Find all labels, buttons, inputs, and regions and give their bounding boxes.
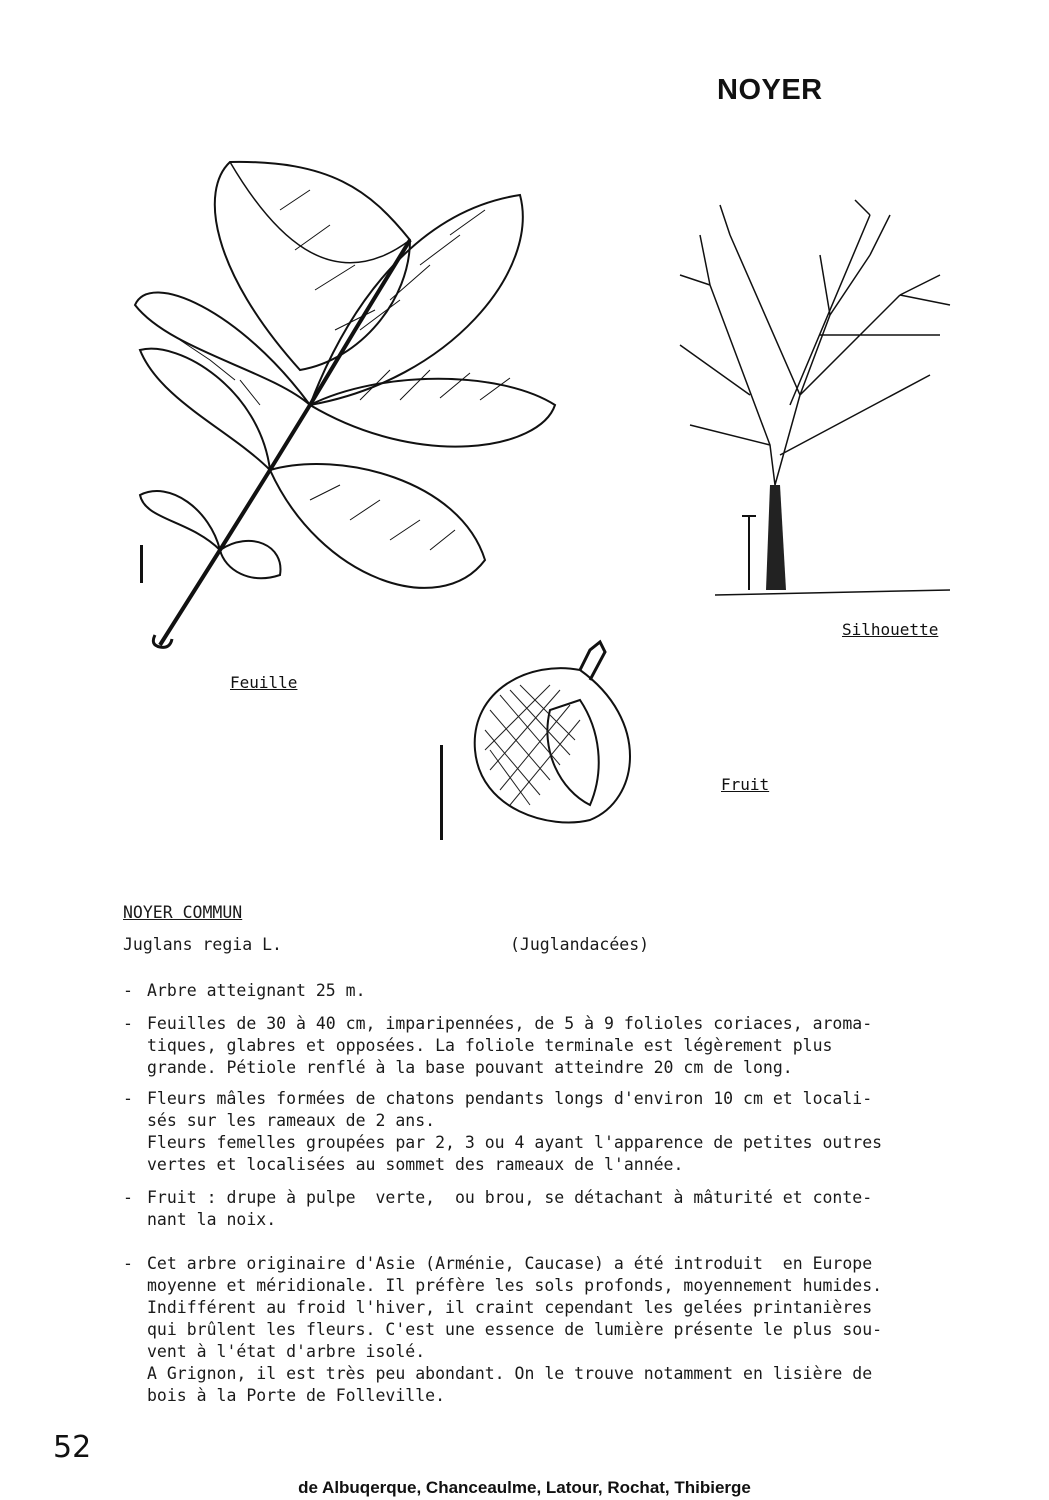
leaf-illustration <box>120 150 570 670</box>
bullet-line: moyenne et méridionale. Il préfère les sols profonds, moyennement humides. <box>147 1276 883 1295</box>
bullet-line: grande. Pétiole renflé à la base pouvant atteindre 20 cm de long. <box>147 1058 793 1077</box>
bullet-line: Arbre atteignant 25 m. <box>147 981 366 1000</box>
bullet-line: Fleurs mâles formées de chatons pendants longs d'environ 10 cm et locali- <box>147 1089 873 1108</box>
bullet-line: qui brûlent les fleurs. C'est une essence de lumière présente le plus sou- <box>147 1320 883 1339</box>
bullet-origin: - Cet arbre originaire d'Asie (Arménie, Caucase) a été introduit en Europe moyenne et méridionale. Il préfère les sols profonds, moyennement humides. Indifférent au froid l'hiver, il craint cependant les gelées printanières qui brûlent les fleurs. C'est une essence de lumière présente le plus sou- vent à l'état d'arbre isolé. A Grignon, il est très peu abondant. On le trouve notamment en lisière de bois à la Porte de Folleville. <box>123 1253 983 1407</box>
bullet-fruit: - Fruit : drupe à pulpe verte, ou brou, se détachant à mâturité et conte- nant la noix. <box>123 1187 983 1231</box>
tree-silhouette <box>670 195 960 615</box>
species-name: Juglans regia L. <box>123 935 282 954</box>
bullet-flowers: - Fleurs mâles formées de chatons pendants longs d'environ 10 cm et locali- sés sur les rameaux de 2 ans. Fleurs femelles groupées par 2, 3 ou 4 ayant l'apparence de petites outres vertes et localisées au sommet des rameaux de l'année. <box>123 1088 983 1176</box>
page-number: 52 <box>53 1430 92 1465</box>
bullet-line: nant la noix. <box>147 1210 277 1229</box>
bullet-line: tiques, glabres et opposées. La foliole terminale est légèrement plus <box>147 1036 833 1055</box>
bullet-line: A Grignon, il est très peu abondant. On le trouve notamment en lisière de <box>147 1364 873 1383</box>
bullet-line: Fruit : drupe à pulpe verte, ou brou, se détachant à mâturité et conte- <box>147 1188 873 1207</box>
fruit-caption: Fruit <box>721 775 770 794</box>
species-heading: NOYER COMMUN <box>123 903 243 922</box>
bullet-line: Indifférent au froid l'hiver, il craint cependant les gelées printanières <box>147 1298 873 1317</box>
bullet-line: Fleurs femelles groupées par 2, 3 ou 4 ayant l'apparence de petites outres <box>147 1133 883 1152</box>
fruit-illustration <box>430 630 660 850</box>
bullet-height: - Arbre atteignant 25 m. <box>123 980 983 1002</box>
family-name: (Juglandacées) <box>510 935 650 954</box>
page-title: NOYER <box>717 74 823 106</box>
silhouette-caption: Silhouette <box>842 620 939 639</box>
leaf-caption: Feuille <box>230 673 298 692</box>
authors-footer: de Albuqerque, Chanceaulme, Latour, Rochat, Thibierge <box>298 1478 751 1497</box>
bullet-line: Cet arbre originaire d'Asie (Arménie, Caucase) a été introduit en Europe <box>147 1254 873 1273</box>
bullet-line: sés sur les rameaux de 2 ans. <box>147 1111 436 1130</box>
bullet-leaves: - Feuilles de 30 à 40 cm, imparipennées, de 5 à 9 folioles coriaces, aroma- tiques, glabres et opposées. La foliole terminale est légèrement plus grande. Pétiole renflé à la base pouvant atteindre 20 cm de long. <box>123 1013 983 1079</box>
bullet-line: vent à l'état d'arbre isolé. <box>147 1342 426 1361</box>
bullet-line: Feuilles de 30 à 40 cm, imparipennées, de 5 à 9 folioles coriaces, aroma- <box>147 1014 873 1033</box>
bullet-line: vertes et localisées au sommet des rameaux de l'année. <box>147 1155 684 1174</box>
bullet-line: bois à la Porte de Folleville. <box>147 1386 446 1405</box>
